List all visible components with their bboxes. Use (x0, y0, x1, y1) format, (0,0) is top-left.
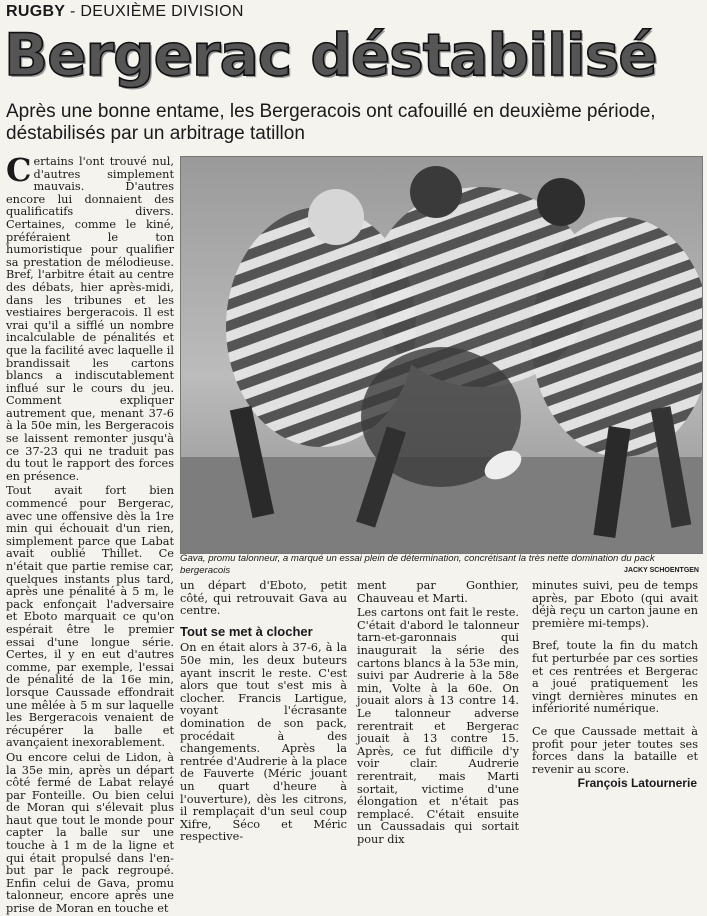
paragraph: Ou encore celui de Lidon, à la 35e min, après un départ côté fermé de Labat relayé par Fonteille. Ou bien celui de Moran qui s'élevait plus haut que tout le monde pour capter la balle sur une touche à 1 m de la ligne et qui était propulsé dans l'en-but par le pack regroupé. Enfin celui de Gava, promu talonneur, encore après une prise de Moran en touche et (6, 750, 174, 916)
paragraph: On en était alors à 37-6, à la 50e min, les deux buteurs ayant inscrit le reste. C'est alors que tout s'est mis à clocher. Francis Lartigue, voyant l'écrasante domination de son pack, procédait à des changements. Après la rentrée d'Audrerie à la place de Fauverte (Méric jouant un quart d'heure à l'ouverture), dès les citrons, il remplaçait d'un seul coup Xifre, Séco et Méric respective- (180, 641, 347, 844)
paragraph: minutes suivi, peu de temps après, par Eboto (qui avait déjà reçu un carton jaune en première mi-temps). (532, 579, 698, 630)
rugby-scrum-photo (180, 156, 703, 554)
kicker-division: - DEUXIÈME DIVISION (70, 3, 244, 20)
photo-credit: JACKY SCHOENTGEN (624, 567, 699, 574)
article-column-2 (180, 580, 347, 844)
author-signature: François Latournerie (577, 776, 697, 790)
section-heading: Tout se met à clocher (180, 623, 313, 639)
paragraph: Bref, toute la fin du match fut perturbée par ces sorties et ces rentrées et Bergerac a joué pratiquement les vingt dernières minutes en infériorité numérique. (532, 639, 698, 716)
paragraph: Les cartons ont fait le reste. C'était d'abord le talonneur tarn-et-garonnais qui inaugurait la série des cartons blancs à la 53e min, suivi par Audrerie à la 58e min, Volte à la 60e. On jouait alors à 13 contre 14. Le talonneur adverse rerentrait et Bergerac jouait à 13 contre 15. Après, ce fut difficile d'y voir clair. Audrerie rerentrait, mais Marti sortait, victime d'une élongation et n'était pas remplacé. C'était ensuite un Caussadais qui sortait pour dix (357, 606, 519, 846)
article-column-4 (532, 580, 698, 776)
photo-image (181, 157, 702, 553)
article-column-3 (357, 580, 519, 846)
paragraph (6, 151, 174, 483)
paragraph: Tout avait fort bien commencé pour Bergerac, avec une offensive dès la 1re min qui échouait d'un rien, simplement parce que Labat avait oublié Thillet. Ce n'était que partie remise car, quelques instants plus tard, après une pénalité à 5 m, le pack enfonçait l'adversaire et Eboto marquait ce qu'on espérait être le premier essai d'une longue série. Certes, il y en eut d'autres comme, par exemple, l'essai de pénalité de la 16e min, lorsque Caussade effondrait une mêlée à 5 m sur laquelle les Bergeracois venaient de récupérer la balle et avançaient inexorablement. (6, 484, 174, 750)
headline: Bergerac déstabilisé (4, 21, 657, 89)
photo-caption: Gava, promu talonneur, a marqué un essai plein de détermination, concrétisant la très nette domination du pack bergeracois (180, 553, 655, 576)
paragraph-text: ertains l'ont trouvé nul, d'autres simplement mauvais. D'autres encore lui donnaient des qualificatifs divers. Certaines, comme le kiné, préféraient le ton humoristique pour qualifier sa prestation de mélodieuse. Bref, l'arbitre était au centre des débats, hier après-midi, dans les tribunes et les vestiaires bergeracois. Il est vrai qu'il a sifflé un nombre incalculable de pénalités et que la facilité avec laquelle il brandissait les cartons blancs a indiscutablement influé sur le cours du jeu. Comment expliquer autrement que, menant 37-6 à la 50e min, les Bergeracois se laissent remonter jusqu'à ce 37-23 qui ne traduit pas du tout le rapport des forces en présence. (6, 155, 174, 483)
paragraph: un départ d'Eboto, petit côté, qui retrouvait Gava au centre. (180, 579, 347, 618)
section-kicker (6, 3, 701, 21)
paragraph: ment par Gonthier, Chauveau et Marti. (357, 579, 519, 605)
paragraph: Ce que Caussade mettait à profit pour jeter toutes ses forces dans la bataille et revenir au score. (532, 724, 698, 776)
subheadline: Après une bonne entame, les Bergeracois ont cafouillé en deuxième période, déstabilisés par un arbitrage tatillon (6, 101, 656, 144)
kicker-section: RUGBY (6, 3, 66, 20)
drop-cap: C (6, 151, 32, 189)
article-column-1 (6, 151, 174, 916)
